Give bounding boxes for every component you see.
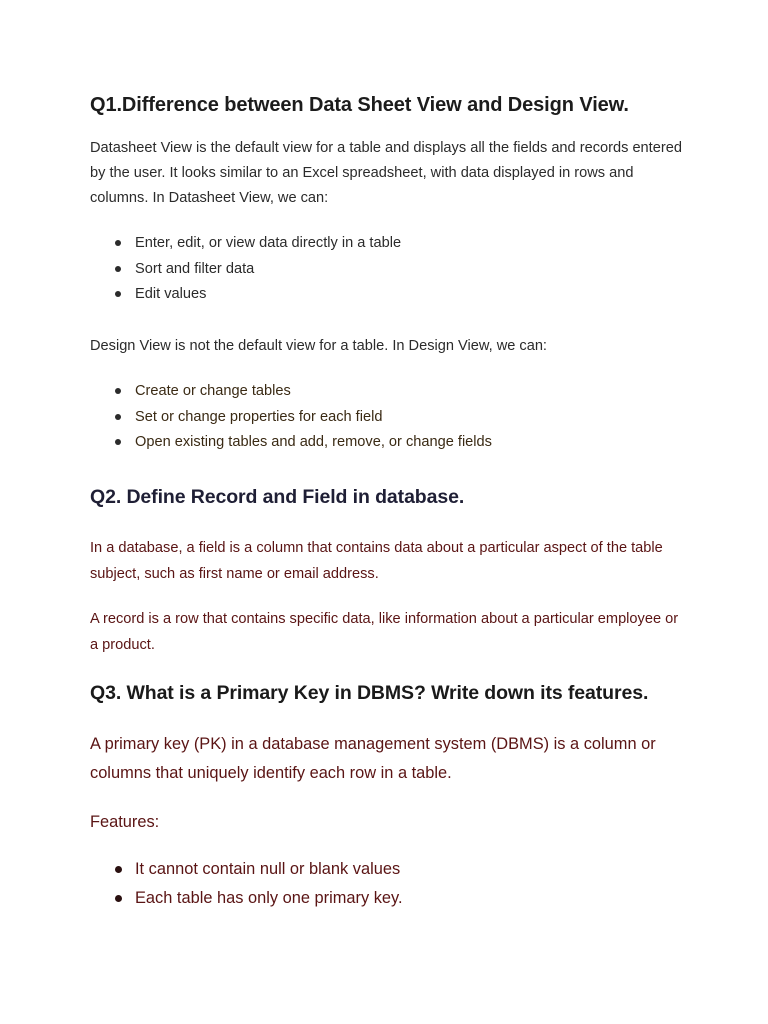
- q2-field-paragraph: In a database, a field is a column that contains data about a particular aspect of the table subject, such as first name or email address.: [90, 540, 663, 582]
- list-item: Set or change properties for each field: [90, 405, 492, 431]
- primary-key-features-list: [90, 855, 403, 913]
- design-capabilities-list: [90, 379, 492, 456]
- list-item: Sort and filter data: [90, 257, 401, 283]
- q1-heading: Q1.Difference between Data Sheet View and Design View.: [90, 94, 629, 116]
- q3-features-label: Features:: [90, 813, 160, 831]
- datasheet-capabilities-list: [90, 231, 401, 308]
- list-item: Create or change tables: [90, 379, 492, 405]
- q1-design-paragraph: Design View is not the default view for a table. In Design View, we can:: [90, 338, 547, 354]
- q2-heading: Q2. Define Record and Field in database.: [90, 486, 465, 508]
- q2-record-paragraph: A record is a row that contains specific data, like information about a particular employee or a product.: [90, 611, 679, 653]
- list-item: Open existing tables and add, remove, or change fields: [90, 430, 492, 456]
- q3-definition-paragraph: A primary key (PK) in a database management system (DBMS) is a column or columns that uniquely identify each row in a table.: [90, 735, 656, 782]
- list-item: Edit values: [90, 282, 401, 308]
- list-item: It cannot contain null or blank values: [90, 855, 403, 884]
- q1-datasheet-paragraph: Datasheet View is the default view for a table and displays all the fields and records entered by the user. It looks similar to an Excel spreadsheet, with data displayed in rows and columns. In Datasheet View, we can:: [90, 140, 682, 206]
- list-item: Enter, edit, or view data directly in a table: [90, 231, 401, 257]
- list-item: Each table has only one primary key.: [90, 884, 403, 913]
- q3-heading: Q3. What is a Primary Key in DBMS? Write down its features.: [90, 682, 649, 704]
